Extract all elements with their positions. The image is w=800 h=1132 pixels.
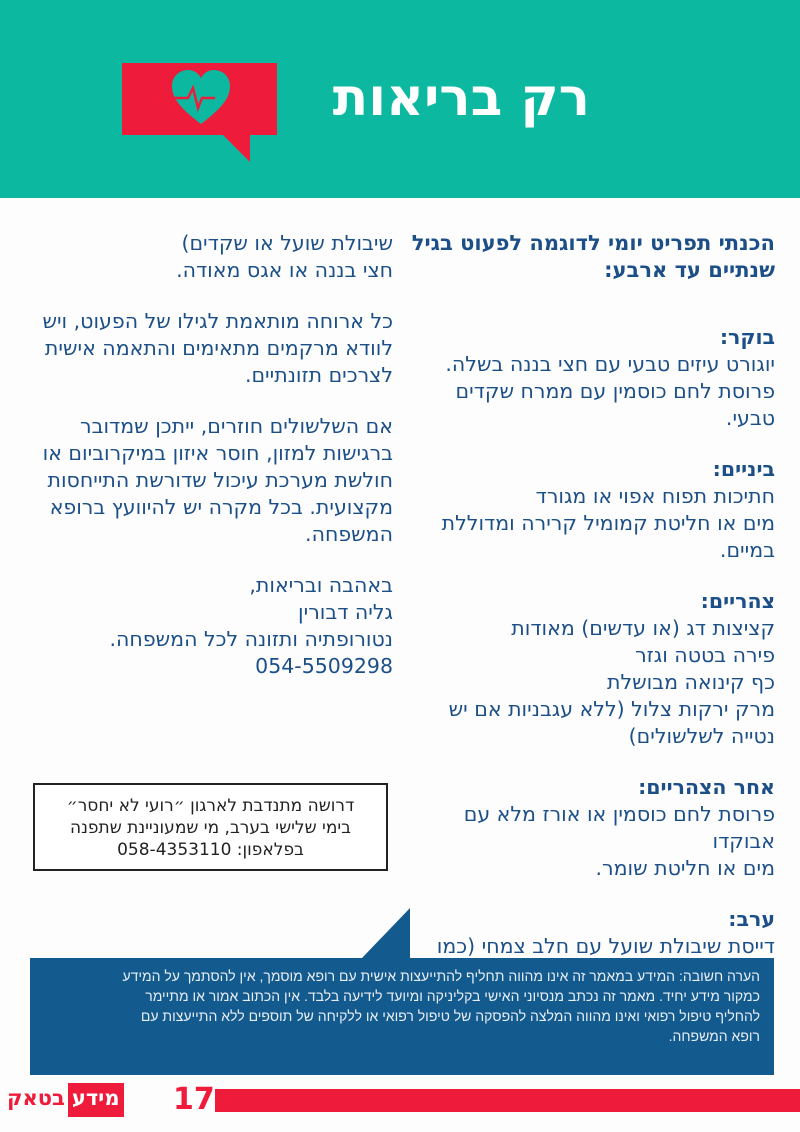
meal-snack bbox=[395, 456, 775, 564]
page-number: 17 bbox=[173, 1082, 215, 1117]
disclaimer-bubble-tail bbox=[362, 908, 410, 958]
text-line: כמקור מידע יחיד. מאמר זה נכתב מנסיוני האישי בקליניקה ומיועד לידיעה בלבד. אין הכתוב אמור או מתיימר bbox=[145, 988, 760, 1004]
text-line: בימי שלישי בערב, מי שמעוניינת שתפנה bbox=[70, 818, 351, 838]
meal-line: נטייה לשלשולים) bbox=[628, 724, 775, 748]
meal-line: קציצות דג (או עדשים) מאודות bbox=[511, 616, 775, 640]
text-line: אם השלשולים חוזרים, ייתכן שמדובר bbox=[80, 414, 393, 438]
logo-part-1: מידע bbox=[68, 1083, 124, 1117]
text-line: חולשת מערכת עיכול שדורשת התייחסות bbox=[47, 468, 393, 492]
meal-line: פירה בטטה וגזר bbox=[635, 643, 775, 667]
header-banner bbox=[0, 0, 800, 198]
text-line: מקצועית. בכל מקרה יש להיוועץ ברופא bbox=[49, 495, 393, 519]
page-title: רק בריאות bbox=[332, 68, 590, 128]
text-line: המשפחה. bbox=[305, 522, 393, 546]
text-line: הערה חשובה: המידע במאמר זה אינו מהווה תחליף להתייעצות אישית עם רופא מוסמך, אין להסתמך על המידע bbox=[122, 968, 760, 984]
heading-line: הכנתי תפריט יומי לדוגמה לפעוט בגיל bbox=[411, 231, 775, 255]
author-title: נטורופתיה ותזונה לכל המשפחה. bbox=[109, 627, 393, 651]
meal-line: חתיכות תפוח אפוי או מגורד bbox=[535, 484, 775, 508]
text-line: שיבולת שועל או שקדים) bbox=[181, 231, 393, 255]
meal-title: צהריים: bbox=[700, 589, 775, 613]
author-phone: 054-5509298 bbox=[255, 654, 393, 678]
text-line: להחליף טיפול רפואי ואינו מהווה המלצה להפסקה של טיפול רפואי או ללקיחה של תוספים ללא התייעצות עם bbox=[140, 1008, 760, 1024]
publication-logo bbox=[4, 1083, 124, 1117]
paragraph bbox=[28, 308, 393, 389]
text-line: לצרכים תזונתיים. bbox=[244, 363, 393, 387]
meal-line: מים או חליטת שומר. bbox=[595, 856, 775, 880]
meal-dinner bbox=[395, 906, 775, 960]
meal-line: מים או חליטת קמומיל קרירה ומדוללת bbox=[441, 511, 775, 535]
left-column bbox=[28, 230, 393, 704]
disclaimer-box bbox=[30, 958, 774, 1075]
paragraph bbox=[28, 230, 393, 284]
meal-breakfast bbox=[395, 324, 775, 432]
text-line: רופא המשפחה. bbox=[668, 1028, 760, 1044]
meal-line: פרוסת לחם כוסמין או אורז מלא עם bbox=[463, 802, 775, 826]
volunteer-notice-box bbox=[33, 783, 388, 871]
meal-line: דייסת שיבולת שועל עם חלב צמחי (כמו bbox=[436, 934, 775, 958]
heart-pulse-icon bbox=[170, 68, 232, 130]
footer-bar bbox=[215, 1089, 800, 1112]
right-column bbox=[395, 230, 775, 984]
text-line: באהבה ובריאות, bbox=[249, 573, 393, 597]
meal-line: פרוסת לחם כוסמין עם ממרח שקדים bbox=[455, 379, 775, 403]
meal-title: בוקר: bbox=[719, 325, 775, 349]
meal-lunch bbox=[395, 588, 775, 750]
meal-line: יוגורט עיזים טבעי עם חצי בננה בשלה. bbox=[445, 352, 775, 376]
author-name: גליה דבורין bbox=[298, 600, 393, 624]
logo-part-2: בטאק bbox=[7, 1086, 65, 1110]
signature bbox=[28, 572, 393, 680]
text-line: לוודא מרקמים מתאימים והתאמה אישית bbox=[44, 336, 393, 360]
text-line: כל ארוחה מותאמת לגילו של הפעוט, ויש bbox=[42, 309, 393, 333]
meal-title: אחר הצהריים: bbox=[638, 775, 775, 799]
meal-title: ביניים: bbox=[712, 457, 775, 481]
meal-line: טבעי. bbox=[725, 406, 775, 430]
meal-title: ערב: bbox=[728, 907, 775, 931]
menu-intro-heading bbox=[395, 230, 775, 284]
meal-line: כף קינואה מבושלת bbox=[606, 670, 775, 694]
meal-line: במיים. bbox=[719, 538, 775, 562]
meal-line: מרק ירקות צלול (ללא עגבניות אם יש bbox=[448, 697, 775, 721]
paragraph bbox=[28, 413, 393, 548]
meal-afternoon bbox=[395, 774, 775, 882]
text-line: ברגישות למזון, חוסר איזון במיקרוביום או bbox=[42, 441, 393, 465]
text-line: דרושה מתנדבת לארגון ״רועי לא יחסר״ bbox=[66, 796, 355, 816]
heading-line: שנתיים עד ארבע: bbox=[604, 258, 775, 282]
speech-bubble-tail bbox=[222, 134, 250, 162]
meal-line: אבוקדו bbox=[712, 829, 775, 853]
text-line: חצי בננה או אגס מאודה. bbox=[176, 258, 393, 282]
text-line: בפלאפון: 058-4353110 bbox=[117, 840, 304, 860]
